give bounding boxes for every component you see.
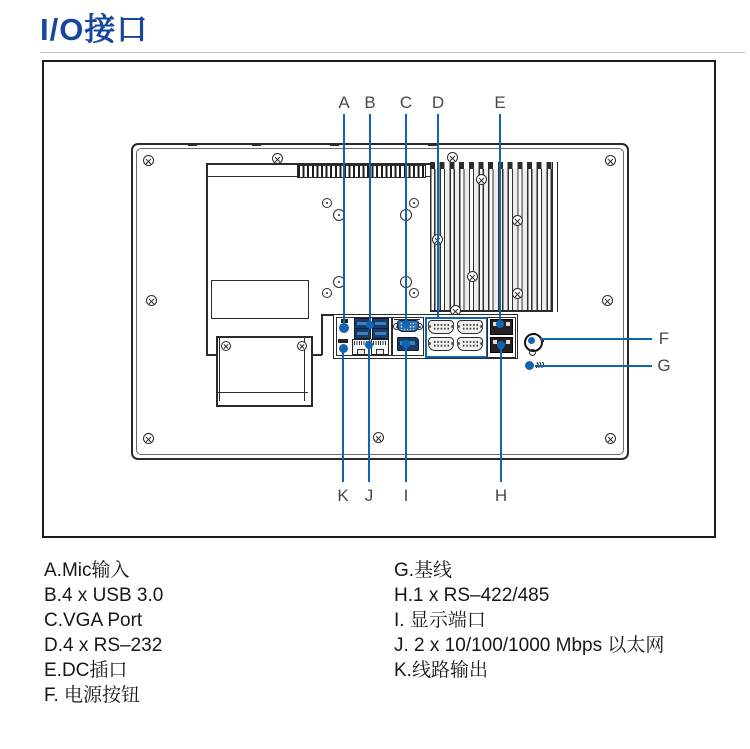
latch-mark <box>188 143 197 146</box>
callout-line-e <box>499 114 501 323</box>
usb-port-icon <box>354 328 371 339</box>
product-label <box>211 280 309 319</box>
screw-icon <box>373 432 384 443</box>
callout-line-k <box>342 347 344 482</box>
latch-mark <box>252 143 261 146</box>
vesa-hole <box>322 288 332 298</box>
rs232-port-icon <box>428 337 454 351</box>
screw-icon <box>146 295 157 306</box>
ethernet-port-icon <box>371 339 389 355</box>
callout-letter-f: F <box>658 329 670 348</box>
screw-icon <box>467 271 478 282</box>
legend-item-d: D.4 x RS–232 <box>44 635 163 656</box>
heatsink-fins <box>430 169 556 312</box>
screw-icon <box>297 341 307 351</box>
legend-item-g: G.基线 <box>394 560 453 581</box>
heatsink-right-edge <box>552 162 558 312</box>
callout-line-d <box>437 114 439 319</box>
mic-jack-icon <box>339 323 349 333</box>
legend-left-column <box>44 558 163 708</box>
dc-callout-dot <box>496 320 504 328</box>
callout-line-h <box>500 344 502 482</box>
callout-line-c <box>405 114 407 322</box>
callout-letter-a: A <box>338 93 350 112</box>
screw-icon <box>605 155 616 166</box>
vesa-hole <box>409 198 419 208</box>
legend-item-f: F. 电源按钮 <box>44 685 141 706</box>
heatsink-tabs <box>430 162 556 169</box>
callout-letter-e: E <box>494 93 506 112</box>
lineout-jack-cap <box>338 339 348 343</box>
legend-item-k: K.线路输出 <box>394 660 488 681</box>
page-title: I/O接口 <box>40 12 149 47</box>
callout-line-j <box>368 344 370 482</box>
power-button-center <box>528 337 535 344</box>
vesa-hole <box>322 198 332 208</box>
screw-icon <box>512 288 523 299</box>
screw-icon <box>143 433 154 444</box>
callout-letter-d: D <box>431 93 445 112</box>
callout-letter-k: K <box>337 486 349 505</box>
bracket-inner-line <box>217 392 308 393</box>
callout-letter-g: G <box>657 356 671 375</box>
legend-right-column <box>394 558 664 683</box>
legend-item-b: B.4 x USB 3.0 <box>44 585 164 606</box>
rs232-port-icon <box>457 337 483 351</box>
vga-callout-dot <box>402 320 410 328</box>
callout-letter-j: J <box>364 486 374 505</box>
ground-screw-icon <box>525 361 534 370</box>
screw-icon <box>143 155 154 166</box>
legend-item-j: J. 2 x 10/100/1000 Mbps 以太网 <box>394 635 665 656</box>
legend-item-a: A.Mic输入 <box>44 560 130 581</box>
screw-icon <box>221 341 231 351</box>
vesa-hole <box>409 288 419 298</box>
legend-item-c: C.VGA Port <box>44 610 143 631</box>
rs232-port-icon <box>457 320 483 334</box>
panel-step-edge <box>321 315 323 355</box>
latch-mark <box>428 143 437 146</box>
latch-mark <box>330 143 339 146</box>
usb-callout-dot <box>366 321 374 329</box>
usb-port-icon <box>372 328 389 339</box>
legend-item-h: H.1 x RS–422/485 <box>394 585 550 606</box>
screw-icon <box>476 174 487 185</box>
rs422-callout-dot <box>497 341 505 349</box>
callout-line-f <box>540 338 652 340</box>
screw-icon <box>605 433 616 444</box>
title-underline <box>40 52 745 53</box>
callout-letter-h: H <box>494 486 508 505</box>
legend-item-i: I. 显示端口 <box>394 610 486 631</box>
callout-letter-b: B <box>364 93 376 112</box>
callout-letter-i: I <box>403 486 409 505</box>
rs232-port-icon <box>428 320 454 334</box>
legend-item-e: E.DC插口 <box>44 660 128 681</box>
callout-line-i <box>405 342 407 482</box>
panel-left-edge <box>206 163 208 355</box>
dp-callout-dot <box>402 340 410 348</box>
callout-letter-c: C <box>399 93 413 112</box>
callout-line-g <box>535 365 652 367</box>
screw-icon <box>602 295 613 306</box>
callout-line-a <box>343 114 345 324</box>
callout-line-b <box>369 114 371 322</box>
small-hole <box>529 349 536 356</box>
screw-icon <box>512 215 523 226</box>
ethernet-callout-dot <box>365 341 373 349</box>
